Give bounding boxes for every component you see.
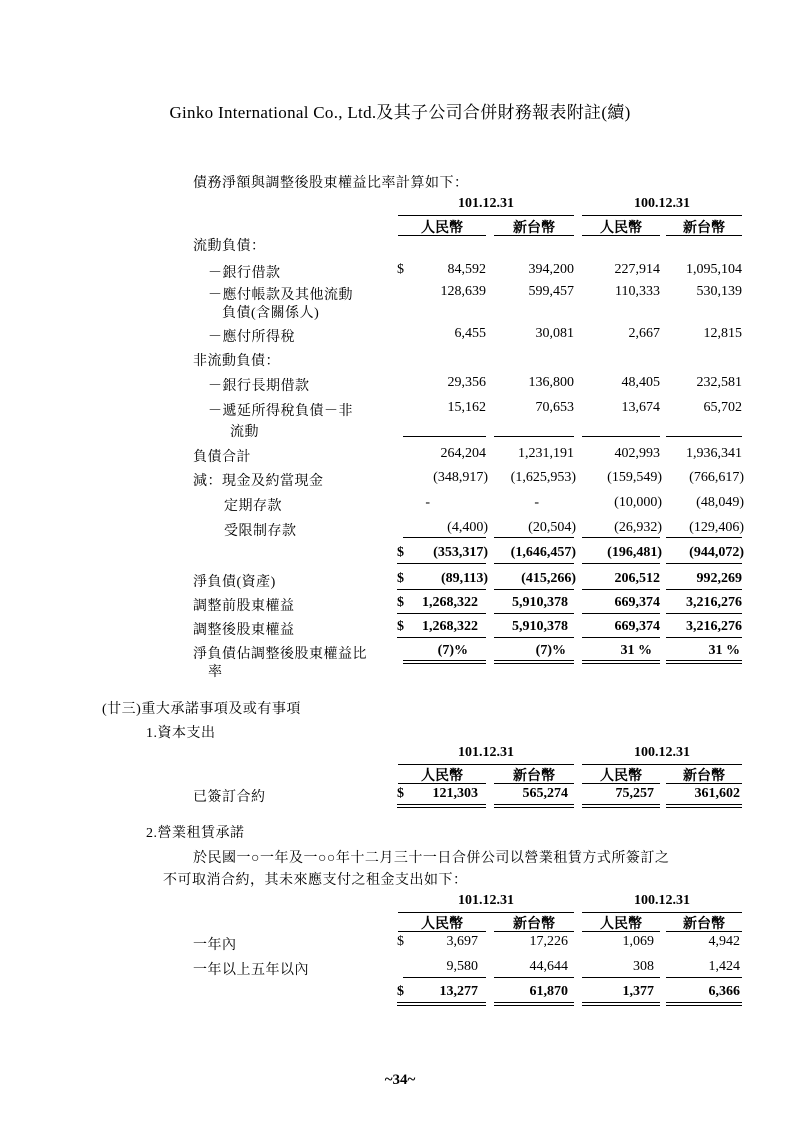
- period-header-2: 100.12.31: [634, 893, 690, 908]
- cell-value: 31 %: [708, 643, 740, 658]
- cell-value: 17,226: [529, 934, 568, 949]
- cell-value: (89,113): [440, 571, 488, 586]
- cell-value: 48,405: [621, 375, 660, 390]
- section1-intro: 債務淨額與調整後股東權益比率計算如下：: [193, 176, 469, 191]
- cell-value: 599,457: [528, 284, 574, 299]
- cell-value: 75,257: [615, 786, 654, 801]
- col-header-ntd: 新台幣: [683, 917, 725, 932]
- cell-value: 30,081: [535, 326, 574, 341]
- page-number: ~34~: [384, 1072, 416, 1088]
- cell-value: 3,216,276: [686, 619, 742, 634]
- cell-value: (348,917): [433, 470, 488, 485]
- cell-value: 1,069: [622, 934, 654, 949]
- col-header-rmb: 人民幣: [600, 221, 642, 236]
- period-header-2: 100.12.31: [634, 196, 690, 211]
- period-header-2: 100.12.31: [634, 745, 690, 760]
- col-header-rmb: 人民幣: [600, 769, 642, 784]
- cell-value: (20,504): [528, 520, 576, 535]
- row-label: 一年內: [193, 938, 237, 953]
- row-label: 調整後股東權益: [193, 623, 295, 638]
- row-label: －銀行借款: [208, 266, 281, 281]
- cell-value: 6,455: [454, 326, 486, 341]
- period-header-1: 101.12.31: [458, 893, 514, 908]
- cell-value: 31 %: [620, 643, 652, 658]
- row-label: 已簽訂合約: [193, 790, 266, 805]
- cell-value: -: [534, 495, 539, 510]
- period-header-1: 101.12.31: [458, 196, 514, 211]
- cell-value: 84,592: [447, 262, 486, 277]
- cell-value: 15,162: [447, 400, 486, 415]
- cell-value: (159,549): [607, 470, 662, 485]
- row-label: 流動負債：: [193, 239, 266, 254]
- currency-symbol: $: [397, 786, 404, 801]
- currency-symbol: $: [397, 545, 404, 560]
- currency-symbol: $: [397, 934, 404, 949]
- cell-value: 61,870: [529, 984, 568, 999]
- cell-value: (10,000): [614, 495, 662, 510]
- cell-value: (766,617): [689, 470, 744, 485]
- cell-value: -: [425, 495, 430, 510]
- subsection-heading: 1.資本支出: [146, 726, 216, 741]
- cell-value: 394,200: [528, 262, 574, 277]
- row-label: 一年以上五年以內: [193, 963, 309, 978]
- cell-value: 128,639: [440, 284, 486, 299]
- paragraph-line: 不可取消合約，其未來應支付之租金支出如下：: [163, 873, 468, 888]
- col-header-ntd: 新台幣: [513, 917, 555, 932]
- cell-value: (353,317): [433, 545, 488, 560]
- row-label: 受限制存款: [224, 524, 297, 539]
- row-label: 非流動負債：: [193, 354, 280, 369]
- cell-value: 1,424: [708, 959, 740, 974]
- col-header-rmb: 人民幣: [421, 221, 463, 236]
- subsection-heading: 2.營業租賃承諾: [146, 826, 245, 841]
- cell-value: 65,702: [703, 400, 742, 415]
- section-heading: (廿三)重大承諾事項及或有事項: [102, 702, 301, 717]
- cell-value: 12,815: [703, 326, 742, 341]
- cell-value: 669,374: [614, 619, 660, 634]
- cell-value: 4,942: [708, 934, 740, 949]
- row-label-cont: 負債(含關係人): [222, 306, 320, 321]
- cell-value: 1,936,341: [686, 446, 742, 461]
- cell-value: 308: [633, 959, 654, 974]
- cell-value: 110,333: [615, 284, 660, 299]
- cell-value: 5,910,378: [512, 595, 568, 610]
- cell-value: 992,269: [696, 571, 742, 586]
- cell-value: (944,072): [689, 545, 744, 560]
- currency-symbol: $: [397, 595, 404, 610]
- cell-value: (26,932): [614, 520, 662, 535]
- currency-symbol: $: [397, 619, 404, 634]
- cell-value: 1,377: [622, 984, 654, 999]
- currency-symbol: $: [397, 984, 404, 999]
- col-header-ntd: 新台幣: [513, 221, 555, 236]
- cell-value: 44,644: [529, 959, 568, 974]
- cell-value: 1,268,322: [422, 595, 478, 610]
- cell-value: 361,602: [694, 786, 740, 801]
- cell-value: 3,216,276: [686, 595, 742, 610]
- cell-value: 1,095,104: [686, 262, 742, 277]
- cell-value: (1,646,457): [510, 545, 576, 560]
- cell-value: 206,512: [614, 571, 660, 586]
- cell-value: 5,910,378: [512, 619, 568, 634]
- row-label-cont: 率: [208, 665, 223, 680]
- row-label: －遞延所得稅負債－非: [208, 404, 353, 419]
- page-title: Ginko International Co., Ltd.及其子公司合併財務報表附註(續): [169, 103, 631, 122]
- cell-value: 669,374: [614, 595, 660, 610]
- row-label: －應付帳款及其他流動: [208, 288, 353, 303]
- cell-value: 227,914: [614, 262, 660, 277]
- cell-value: (1,625,953): [510, 470, 576, 485]
- col-header-ntd: 新台幣: [683, 221, 725, 236]
- cell-value: 1,268,322: [422, 619, 478, 634]
- cell-value: (415,266): [521, 571, 576, 586]
- col-header-rmb: 人民幣: [600, 917, 642, 932]
- cell-value: 9,580: [446, 959, 478, 974]
- col-header-rmb: 人民幣: [421, 917, 463, 932]
- cell-value: 565,274: [522, 786, 568, 801]
- row-label: 定期存款: [224, 499, 282, 514]
- period-header-1: 101.12.31: [458, 745, 514, 760]
- cell-value: 3,697: [446, 934, 478, 949]
- col-header-ntd: 新台幣: [513, 769, 555, 784]
- cell-value: 13,277: [439, 984, 478, 999]
- cell-value: 2,667: [628, 326, 660, 341]
- cell-value: (48,049): [696, 495, 744, 510]
- cell-value: 530,139: [696, 284, 742, 299]
- cell-value: 6,366: [708, 984, 740, 999]
- currency-symbol: $: [397, 262, 404, 277]
- cell-value: (129,406): [689, 520, 744, 535]
- row-label: 負債合計: [193, 450, 251, 465]
- cell-value: 1,231,191: [518, 446, 574, 461]
- row-label-cont: 流動: [230, 425, 259, 440]
- paragraph-line: 於民國一○一年及一○○年十二月三十一日合併公司以營業租賃方式所簽訂之: [193, 851, 670, 866]
- row-label: 調整前股東權益: [193, 599, 295, 614]
- cell-value: 264,204: [440, 446, 486, 461]
- row-label: －應付所得稅: [208, 330, 295, 345]
- row-label: 淨負債佔調整後股東權益比: [193, 647, 367, 662]
- cell-value: 13,674: [621, 400, 660, 415]
- cell-value: 121,303: [432, 786, 478, 801]
- cell-value: 70,653: [535, 400, 574, 415]
- row-label: 淨負債(資產): [193, 575, 276, 590]
- row-label: 減：現金及約當現金: [193, 474, 324, 489]
- cell-value: 29,356: [447, 375, 486, 390]
- cell-value: 402,993: [614, 446, 660, 461]
- cell-value: 232,581: [696, 375, 742, 390]
- cell-value: (7)%: [535, 643, 566, 658]
- cell-value: (7)%: [437, 643, 468, 658]
- col-header-ntd: 新台幣: [683, 769, 725, 784]
- cell-value: (4,400): [447, 520, 488, 535]
- row-label: －銀行長期借款: [208, 379, 310, 394]
- currency-symbol: $: [397, 571, 404, 586]
- cell-value: (196,481): [607, 545, 662, 560]
- col-header-rmb: 人民幣: [421, 769, 463, 784]
- cell-value: 136,800: [528, 375, 574, 390]
